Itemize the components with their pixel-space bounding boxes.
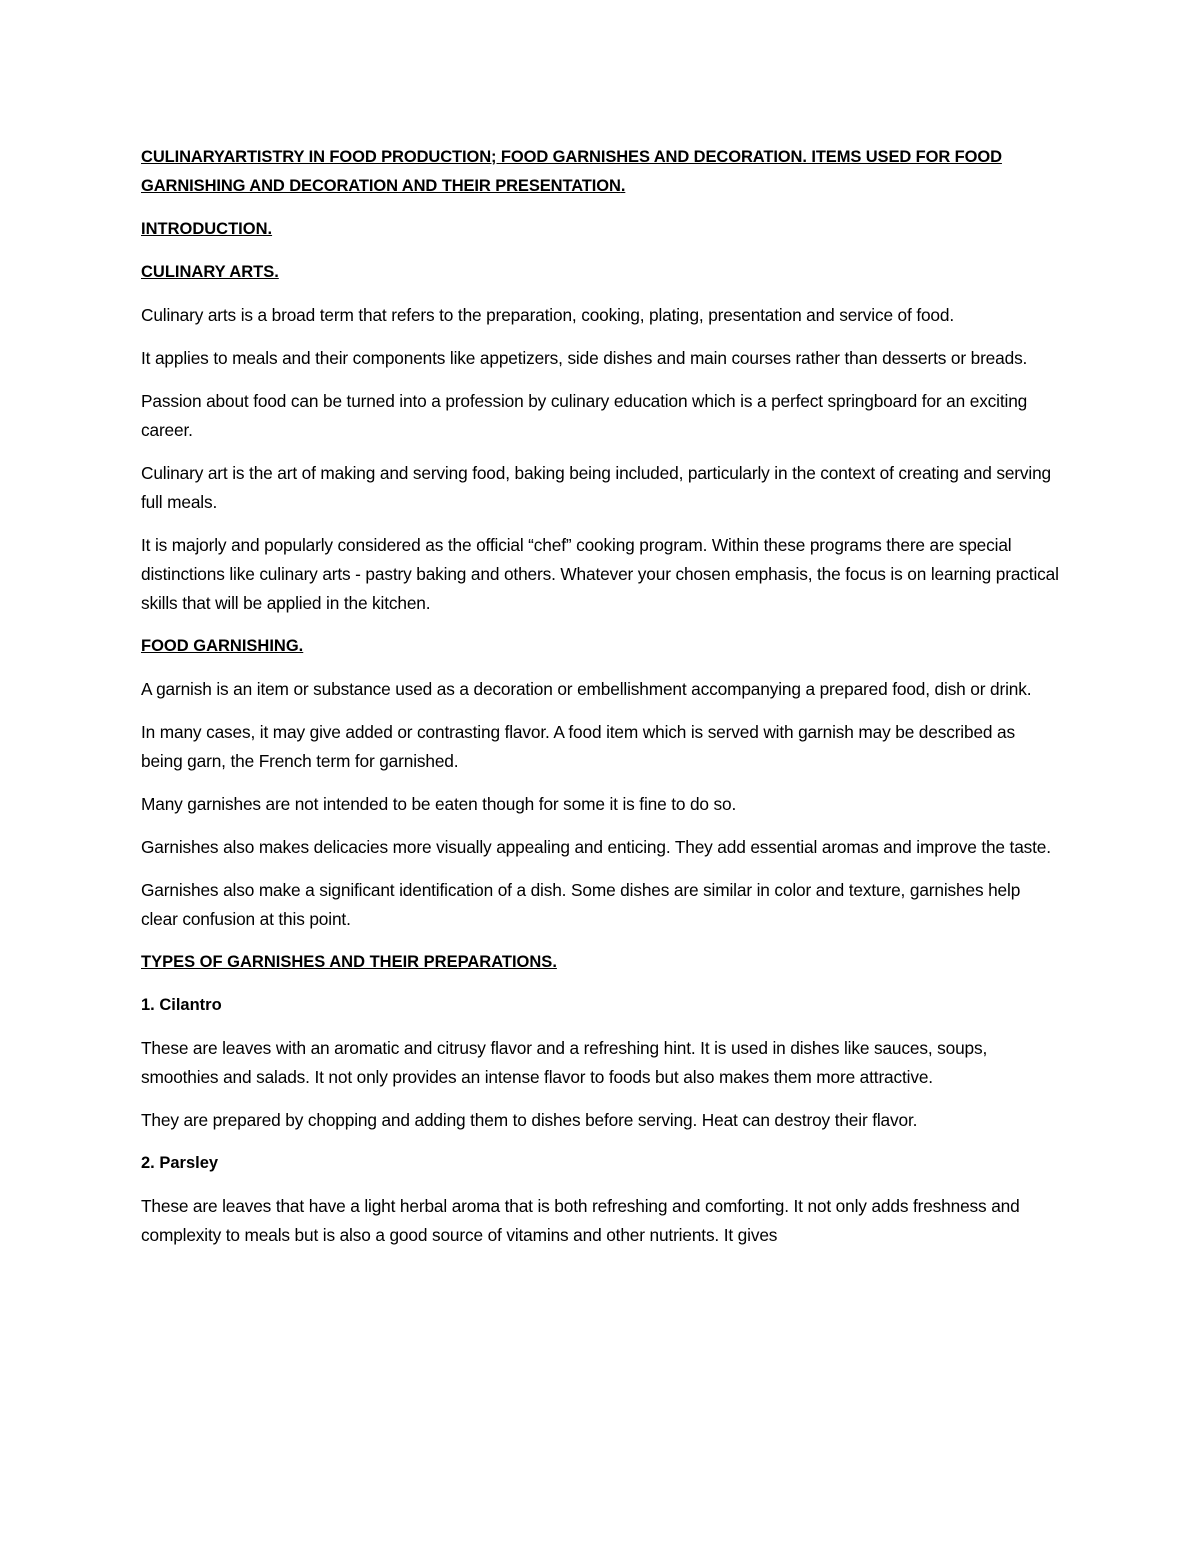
parsley-paragraph-1: These are leaves that have a light herbal aroma that is both refreshing and comforting. It not only adds freshness and complexity to meals but is also a good source of vitamins and other nutrients. It gives [141,1196,1020,1245]
document-title-period: . [620,177,626,195]
section-heading-introduction: INTRODUCTION. [141,220,273,238]
item-heading-cilantro: 1. Cilantro [141,996,222,1014]
section-heading-types: TYPES OF GARNISHES AND THEIR PREPARATIONS. [141,953,557,971]
garnishing-paragraph-3: Many garnishes are not intended to be eaten though for some it is fine to do so. [141,794,737,814]
garnishing-paragraph-2: In many cases, it may give added or contrasting flavor. A food item which is served with garnish may be described as being garn, the French term for garnished. [141,722,1015,771]
section-heading-culinary-arts: CULINARY ARTS. [141,263,279,281]
document-title [141,143,1061,201]
section-heading-food-garnishing: FOOD GARNISHING. [141,637,304,655]
garnishing-paragraph-4: Garnishes also makes delicacies more visually appealing and enticing. They add essential aromas and improve the taste. [141,837,1051,857]
cilantro-paragraph-2: They are prepared by chopping and adding them to dishes before serving. Heat can destroy their flavor. [141,1110,918,1130]
culinary-paragraph-4: Culinary art is the art of making and serving food, baking being included, particularly in the context of creating and serving full meals. [141,463,1052,512]
document-body [141,143,1061,1264]
garnishing-paragraph-1: A garnish is an item or substance used as a decoration or embellishment accompanying a prepared food, dish or drink. [141,679,1032,699]
item-heading-parsley: 2. Parsley [141,1154,219,1172]
culinary-paragraph-2: It applies to meals and their components like appetizers, side dishes and main courses rather than desserts or breads. [141,348,1028,368]
garnishing-paragraph-5: Garnishes also make a significant identification of a dish. Some dishes are similar in color and texture, garnishes help clear confusion at this point. [141,880,1021,929]
cilantro-paragraph-1: These are leaves with an aromatic and citrusy flavor and a refreshing hint. It is used in dishes like sauces, soups, smoothies and salads. It not only provides an intense flavor to foods but also makes them more attractive. [141,1038,988,1087]
culinary-paragraph-3: Passion about food can be turned into a profession by culinary education which is a perfect springboard for an exciting career. [141,391,1028,440]
document-title-text: CULINARYARTISTRY IN FOOD PRODUCTION; FOOD GARNISHES AND DECORATION. ITEMS USED FOR FOOD GARNISHING AND DECORATION AND THEIR PRESENTATION [141,148,1002,195]
culinary-paragraph-5: It is majorly and popularly considered as the official “chef” cooking program. Within these programs there are special distinctions like culinary arts - pastry baking and others. Whatever your chosen emphasis, the focus is on learning practical skills that will be applied in the kitchen. [141,535,1059,613]
culinary-paragraph-1: Culinary arts is a broad term that refers to the preparation, cooking, plating, presentation and service of food. [141,305,955,325]
